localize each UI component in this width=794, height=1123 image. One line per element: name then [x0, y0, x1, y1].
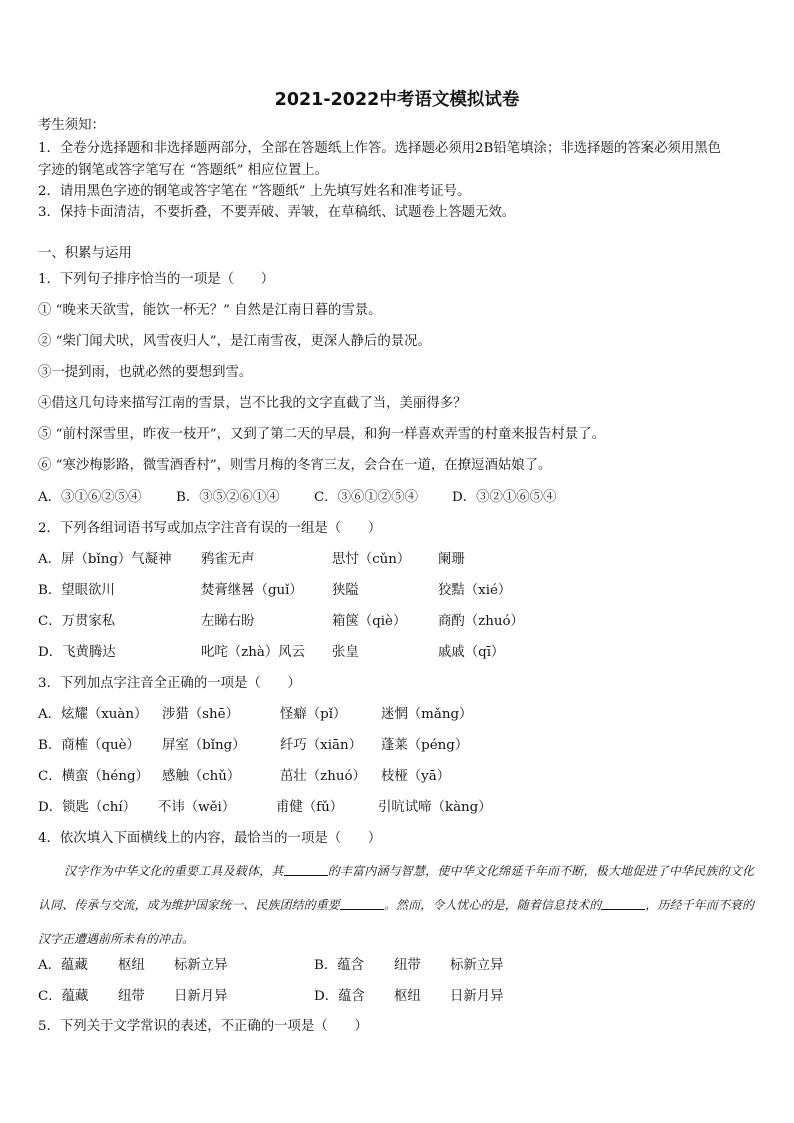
- question-4-option-d[interactable]: D．蕴含: [314, 989, 365, 1004]
- question-3-term: 茁壮（zhuó）: [280, 769, 366, 784]
- question-1-item: ② “柴门闻犬吠，风雪夜归人”，是江南雪夜，更深人静后的景况。: [38, 334, 431, 349]
- question-3-term: 怪癖（pǐ）: [280, 707, 347, 722]
- question-4-term: 日新月异: [174, 989, 228, 1004]
- question-3-term: 迷惘（mǎng）: [381, 707, 473, 722]
- question-4-term: 标新立异: [450, 958, 504, 973]
- question-2-term: 张皇: [332, 645, 359, 660]
- question-4-term: 枢纽: [394, 989, 421, 1004]
- fill-blank-1[interactable]: [284, 863, 328, 876]
- question-3-option-d[interactable]: D．锁匙（chí）: [38, 800, 137, 815]
- question-2-term: 箱箧（qiè）: [332, 614, 407, 629]
- question-1-item: ⑥ “寒沙梅影路，微雪酒香村”，则雪月梅的冬宵三友，会合在一道，在撩逗酒姑娘了。: [38, 458, 552, 473]
- question-4-stem: 4．依次填入下面横线上的内容，最恰当的一项是（ ）: [38, 831, 382, 846]
- question-1-option-c[interactable]: C．③⑥①②⑤④: [314, 490, 418, 505]
- question-3-term: 涉猎（shē）: [162, 707, 239, 722]
- question-2-term: 思忖（cǔn）: [332, 552, 411, 567]
- passage-text: 汉字作为中华文化的重要工具及载体，其: [64, 864, 284, 878]
- question-4-term: 日新月异: [450, 989, 504, 1004]
- notice-line: 字迹的钢笔或答字笔写在 “答题纸” 相应位置上。: [38, 163, 329, 178]
- question-2-option-b[interactable]: B．望眼欲川: [38, 583, 115, 598]
- question-3-term: 甫健（fǔ）: [276, 800, 344, 815]
- section-heading: 一、积累与运用: [38, 246, 132, 261]
- question-4-term: 纽带: [118, 989, 145, 1004]
- notice-line: 3．保持卡面清洁，不要折叠，不要弄破、弄皱，在草稿纸、试题卷上答题无效。: [38, 205, 516, 220]
- question-2-stem: 2．下列各组词语书写或加点字注音有误的一组是（ ）: [38, 521, 382, 536]
- question-1-item: ① “晚来天欲雪，能饮一杯无？” 自然是江南日暮的雪景。: [38, 303, 382, 318]
- question-3-term: 感触（chǔ）: [162, 769, 241, 784]
- passage-text: 的丰富内涵与智慧，使中华文化绵延千年而不断，极大地促进了中华民族的文化认同、传承与交流，成为维护国家统一、民族团结的重要: [38, 864, 754, 912]
- question-2-option-a[interactable]: A．屏（bǐng）气凝神: [38, 552, 172, 567]
- question-2-term: 焚膏继晷（guǐ）: [201, 583, 303, 598]
- question-3-term: 枝桠（yā）: [381, 769, 451, 784]
- question-1-option-a[interactable]: A．③①⑥②⑤④: [38, 490, 142, 505]
- passage-text: ，历经千年而不衰的汉字正遭遇前所未有的冲击。: [38, 898, 754, 946]
- notice-line: 1．全卷分选择题和非选择题两部分，全部在答题纸上作答。选择题必须用2B铅笔填涂；非选择题的答案必须用黑色: [38, 141, 722, 156]
- question-4-passage: [38, 854, 754, 956]
- question-3-option-b[interactable]: B．商榷（què）: [38, 738, 140, 753]
- question-4-option-b[interactable]: B．蕴含: [314, 958, 365, 973]
- question-2-term: 狭隘: [332, 583, 359, 598]
- question-3-option-c[interactable]: C．横蛮（héng）: [38, 769, 149, 784]
- question-2-option-d[interactable]: D．飞黄腾达: [38, 645, 116, 660]
- notice-line: 2．请用黑色字迹的钢笔或答字笔在 “答题纸” 上先填写姓名和准考证号。: [38, 184, 471, 199]
- question-1-item: ③一提到雨，也就必然的要想到雪。: [38, 365, 253, 380]
- question-2-term: 狡黠（xié）: [438, 583, 512, 598]
- question-2-term: 戚戚（qī）: [438, 645, 505, 660]
- question-1-option-b[interactable]: B．③⑤②⑥①④: [176, 490, 280, 505]
- fill-blank-3[interactable]: [601, 897, 645, 910]
- page-title: 2021-2022中考语文模拟试卷: [274, 90, 520, 110]
- question-2-term: 商酌（zhuó）: [438, 614, 524, 629]
- question-2-term: 左睇右盼: [201, 614, 255, 629]
- question-2-term: 鸦雀无声: [201, 552, 255, 567]
- fill-blank-2[interactable]: [340, 897, 384, 910]
- question-3-stem: 3．下列加点字注音全正确的一项是（ ）: [38, 676, 301, 691]
- question-1-item: ⑤ “前村深雪里，昨夜一枝开”，又到了第二天的早晨，和狗一样喜欢弄雪的村童来报告村景了。: [38, 427, 605, 442]
- question-1-stem: 1．下列句子排序恰当的一项是（ ）: [38, 272, 275, 287]
- question-3-term: 引吭试啼（kàng）: [378, 800, 492, 815]
- question-3-term: 屏室（bǐng）: [162, 738, 246, 753]
- question-2-term: 阑珊: [438, 552, 465, 567]
- question-3-option-a[interactable]: A．炫耀（xuàn）: [38, 707, 148, 722]
- question-3-term: 不讳（wěi）: [158, 800, 236, 815]
- question-4-option-a[interactable]: A．蕴藏: [38, 958, 88, 973]
- question-4-term: 标新立异: [174, 958, 228, 973]
- passage-text: 。然而，令人忧心的是，随着信息技术的: [383, 898, 602, 912]
- question-2-option-c[interactable]: C．万贯家私: [38, 614, 116, 629]
- question-2-term: 叱咤（zhà）风云: [201, 645, 306, 660]
- question-1-item: ④借这几句诗来描写江南的雪景，岂不比我的文字直截了当，美丽得多？: [38, 396, 467, 411]
- question-3-term: 纤巧（xiān）: [280, 738, 363, 753]
- question-4-term: 枢纽: [118, 958, 145, 973]
- question-3-term: 蓬莱（péng）: [381, 738, 469, 753]
- notice-heading: 考生须知：: [38, 118, 105, 133]
- question-5-stem: 5．下列关于文学常识的表述，不正确的一项是（ ）: [38, 1019, 368, 1034]
- question-4-option-c[interactable]: C．蕴藏: [38, 989, 89, 1004]
- question-1-option-d[interactable]: D．③②①⑥⑤④: [452, 490, 557, 505]
- question-4-term: 纽带: [394, 958, 421, 973]
